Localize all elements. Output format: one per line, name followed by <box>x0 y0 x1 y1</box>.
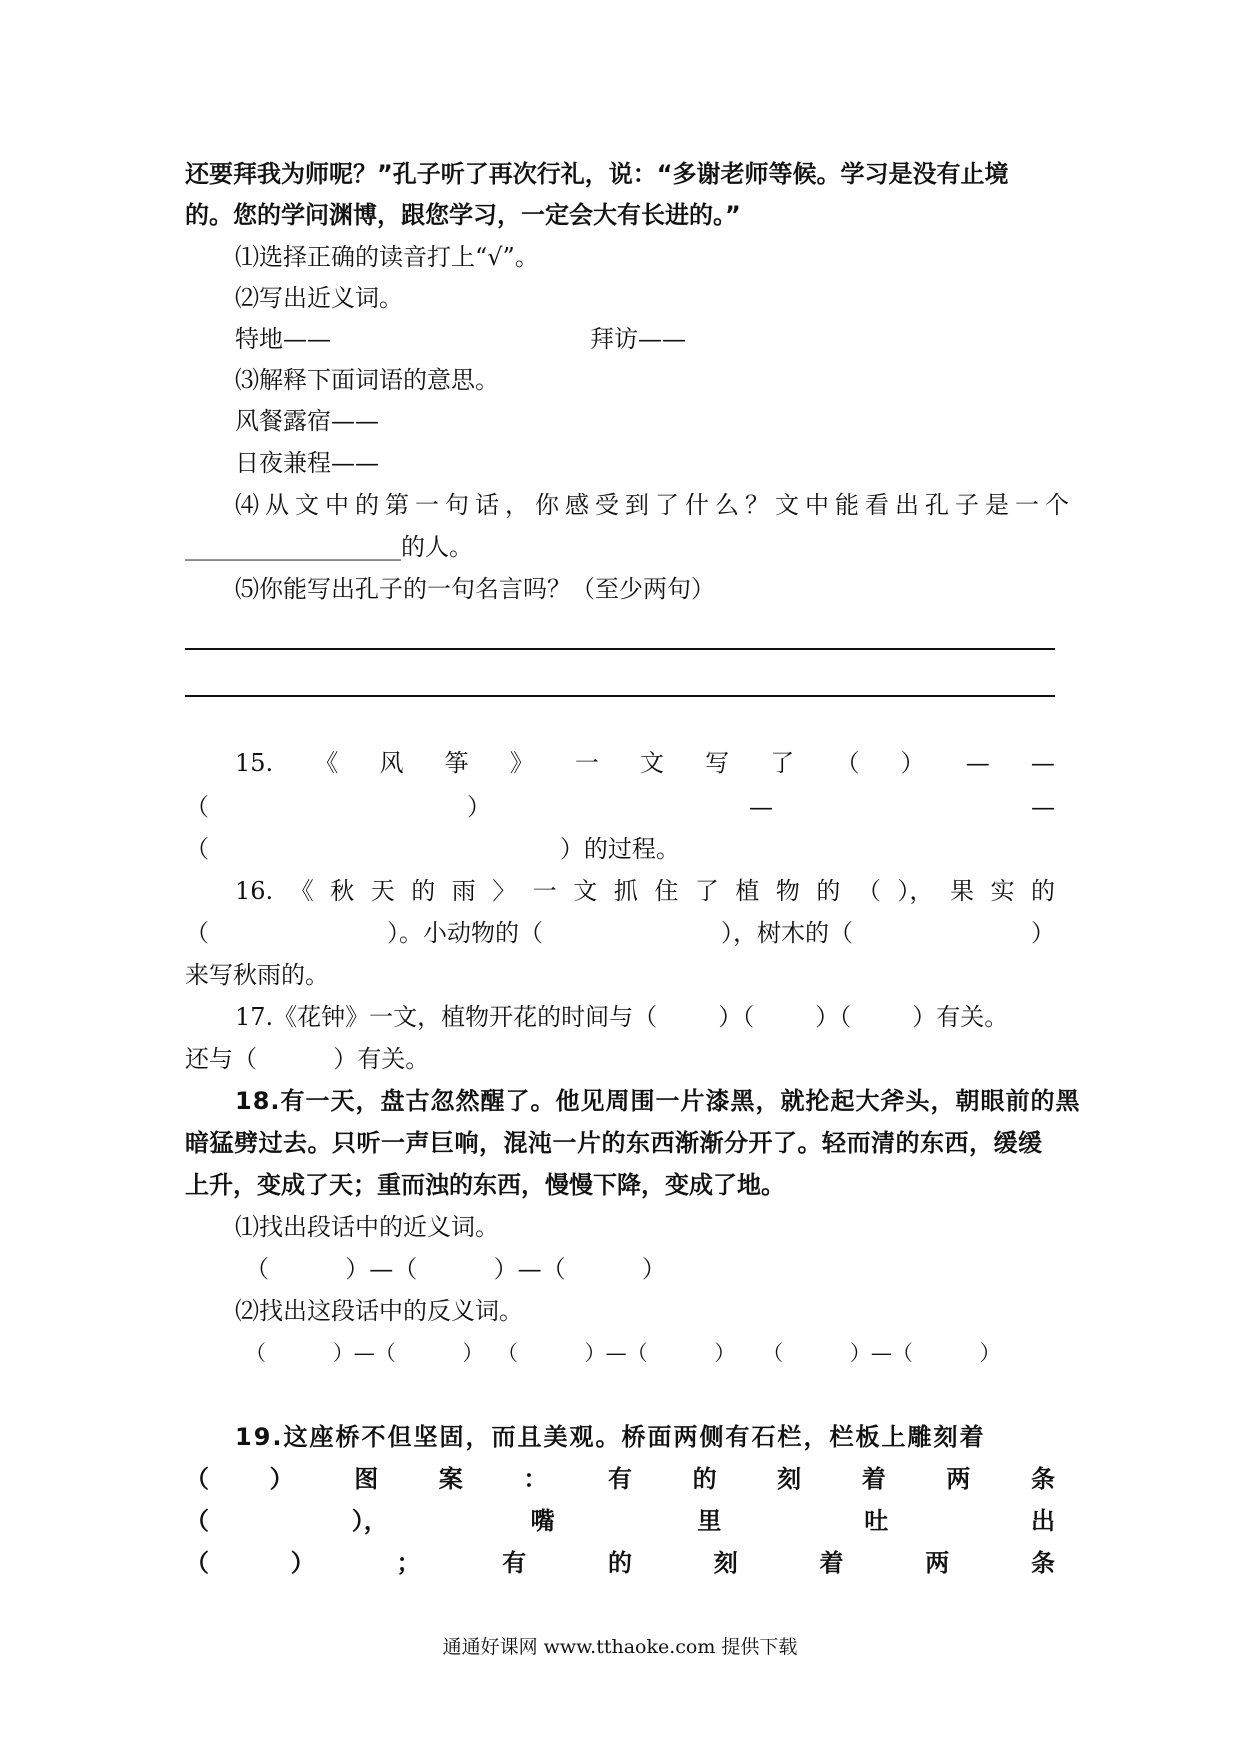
q15-line-2-part: — <box>1031 793 1055 821</box>
q19-line-4-part: （ <box>185 1549 209 1577</box>
q16-line-1-part: 住 <box>654 877 679 905</box>
q19-line-3 <box>185 1504 1055 1538</box>
answer-line-1[interactable] <box>185 648 1055 650</box>
q15-line-1-part: 风 <box>379 749 404 777</box>
q16-line-2-part: （ <box>185 919 209 947</box>
q18-sub2-blanks[interactable]: （ ）—（ ） （ ）—（ ） （ ）—（ ） <box>245 1341 1001 1365</box>
q14-sub4: ⑷从文中的第一句话，你感受到了什么？文中能看出孔子是一个 <box>235 491 1075 519</box>
q15-line-1-part: 》 <box>509 749 534 777</box>
q16-line-1-part: 物 <box>775 877 800 905</box>
q19-line-4-part: ； <box>396 1549 421 1577</box>
q16-line-1-part: （ <box>856 877 881 905</box>
q14-sub4-tail: 的人。 <box>401 533 473 561</box>
q14-phrase-a: 风餐露宿—— <box>235 407 379 435</box>
passage-line-2: 的。您的学问渊博，跟您学习，一定会大有长进的。” <box>185 201 741 229</box>
q14-sub4-answer <box>185 530 473 564</box>
q19-line-4-part: 着 <box>819 1549 844 1577</box>
q16-line-1-part: 文 <box>573 877 598 905</box>
q15-line-2 <box>185 790 1055 824</box>
q15-line-2-part: ） <box>467 793 491 821</box>
q15-line-2-part: （ <box>185 793 209 821</box>
q19-line-2 <box>185 1462 1055 1496</box>
q16-line-2-part: ） <box>1031 919 1055 947</box>
q15-line-1-part: — <box>965 749 990 777</box>
q14-phrase-b: 日夜兼程—— <box>235 449 379 477</box>
q16-line-1-part: 果 <box>949 877 974 905</box>
q16-line-1-part: 秋 <box>330 877 355 905</box>
q18-sub1: ⑴找出段话中的近义词。 <box>235 1213 499 1241</box>
q15-line-1-part: 15. <box>235 749 274 777</box>
q19-line-2-part: 有 <box>607 1465 632 1493</box>
q15-line-1-part: ） <box>900 749 925 777</box>
q16-line-3: 来写秋雨的。 <box>185 961 329 989</box>
q14-word-a: 特地—— <box>235 325 331 353</box>
q16-line-1-part: 了 <box>694 877 719 905</box>
q19-line-2-part: ） <box>269 1465 294 1493</box>
q19-line-1: 19.这座桥不但坚固，而且美观。桥面两侧有石栏，栏板上雕刻着 <box>235 1423 986 1451</box>
page-footer: 通通好课网 www.tthaoke.com 提供下载 <box>442 1636 798 1658</box>
q16-line-1-part: 植 <box>735 877 760 905</box>
q16-line-1-part: 抓 <box>613 877 638 905</box>
q19-line-2-part: （ <box>185 1465 209 1493</box>
q15-line-1-part: 写 <box>705 749 730 777</box>
answer-line-2[interactable] <box>185 695 1055 697</box>
q19-line-3-part: 出 <box>1030 1507 1055 1535</box>
q16-line-1-part: 雨 <box>451 877 476 905</box>
q16-line-1-part: 天 <box>370 877 395 905</box>
q16-line-1 <box>235 874 1055 908</box>
q19-line-2-part: 条 <box>1030 1465 1055 1493</box>
q19-line-2-part: ： <box>523 1465 548 1493</box>
q19-line-3-part: 吐 <box>864 1507 889 1535</box>
q19-line-3-part: 嘴 <box>530 1507 555 1535</box>
q14-sub3: ⑶解释下面词语的意思。 <box>235 366 499 394</box>
q19-line-2-part: 刻 <box>777 1465 802 1493</box>
q16-line-1-part: 实 <box>990 877 1015 905</box>
q16-line-2-part: ），树木的（ <box>721 919 853 947</box>
q16-line-1-part: 的 <box>1030 877 1055 905</box>
q17-line-1: 17.《花钟》一文，植物开花的时间与（ ）（ ）（ ）有关。 <box>235 1003 1009 1031</box>
q16-line-1-part: ）， <box>897 877 934 905</box>
q19-line-4 <box>185 1546 1055 1580</box>
q19-line-4-part: 刻 <box>713 1549 738 1577</box>
q15-line-1-part: 文 <box>640 749 665 777</box>
passage-line-1: 还要拜我为师呢？”孔子听了再次行礼，说：“多谢老师等候。学习是没有止境 <box>185 160 1009 188</box>
q19-line-2-part: 的 <box>692 1465 717 1493</box>
q14-sub4-blank[interactable]: __________________ <box>185 533 401 561</box>
q16-line-1-part: 的 <box>411 877 436 905</box>
q14-sub1: ⑴选择正确的读音打上“√”。 <box>235 243 539 271</box>
q15-line-1-part: — <box>1030 749 1055 777</box>
q19-line-3-part: ）， <box>351 1507 388 1535</box>
q19-line-4-part: ） <box>290 1549 315 1577</box>
q15-line-1-part: 筝 <box>444 749 469 777</box>
q16-line-2-part: ）。小动物的（ <box>387 919 543 947</box>
q18-line-2: 暗猛劈过去。只听一声巨响，混沌一片的东西渐渐分开了。轻而清的东西，缓缓 <box>185 1129 1043 1157</box>
q15-line-1-part: （ <box>835 749 860 777</box>
q19-line-2-part: 着 <box>861 1465 886 1493</box>
q15-line-1-part: 了 <box>770 749 795 777</box>
q19-line-2-part: 图 <box>354 1465 379 1493</box>
q16-line-1-part: 〉 <box>492 877 517 905</box>
q18-line-1: 18.有一天，盘古忽然醒了。他见周围一片漆黑，就抡起大斧头，朝眼前的黑 <box>235 1087 1081 1115</box>
q15-line-2-part: — <box>749 793 773 821</box>
q19-line-2-part: 两 <box>946 1465 971 1493</box>
q16-line-1-part: 16. <box>235 877 274 905</box>
q18-sub1-blanks[interactable]: （ ）—（ ）—（ ） <box>245 1255 666 1283</box>
q15-line-1 <box>235 746 1055 780</box>
q19-line-4-part: 条 <box>1031 1549 1055 1577</box>
q16-line-1-part: 《 <box>289 877 314 905</box>
q15-line-1-part: 一 <box>574 749 599 777</box>
q18-line-3: 上升，变成了天；重而浊的东西，慢慢下降，变成了地。 <box>185 1171 785 1199</box>
q18-sub2: ⑵找出这段话中的反义词。 <box>235 1297 523 1325</box>
q16-line-1-part: 一 <box>532 877 557 905</box>
q16-line-1-part: 的 <box>816 877 841 905</box>
q14-sub2: ⑵写出近义词。 <box>235 284 403 312</box>
q15-line-3: （ ）的过程。 <box>185 835 680 863</box>
q19-line-4-part: 有 <box>502 1549 527 1577</box>
q19-line-2-part: 案 <box>438 1465 463 1493</box>
q19-line-4-part: 的 <box>608 1549 632 1577</box>
q16-line-2 <box>185 916 1055 950</box>
q14-word-b: 拜访—— <box>590 325 686 353</box>
q19-line-3-part: 里 <box>697 1507 722 1535</box>
q14-sub5: ⑸你能写出孔子的一句名言吗？（至少两句） <box>235 575 715 603</box>
q19-line-3-part: （ <box>185 1507 209 1535</box>
q19-line-4-part: 两 <box>925 1549 950 1577</box>
q15-line-1-part: 《 <box>314 749 339 777</box>
q17-line-2: 还与（ ）有关。 <box>185 1045 430 1073</box>
